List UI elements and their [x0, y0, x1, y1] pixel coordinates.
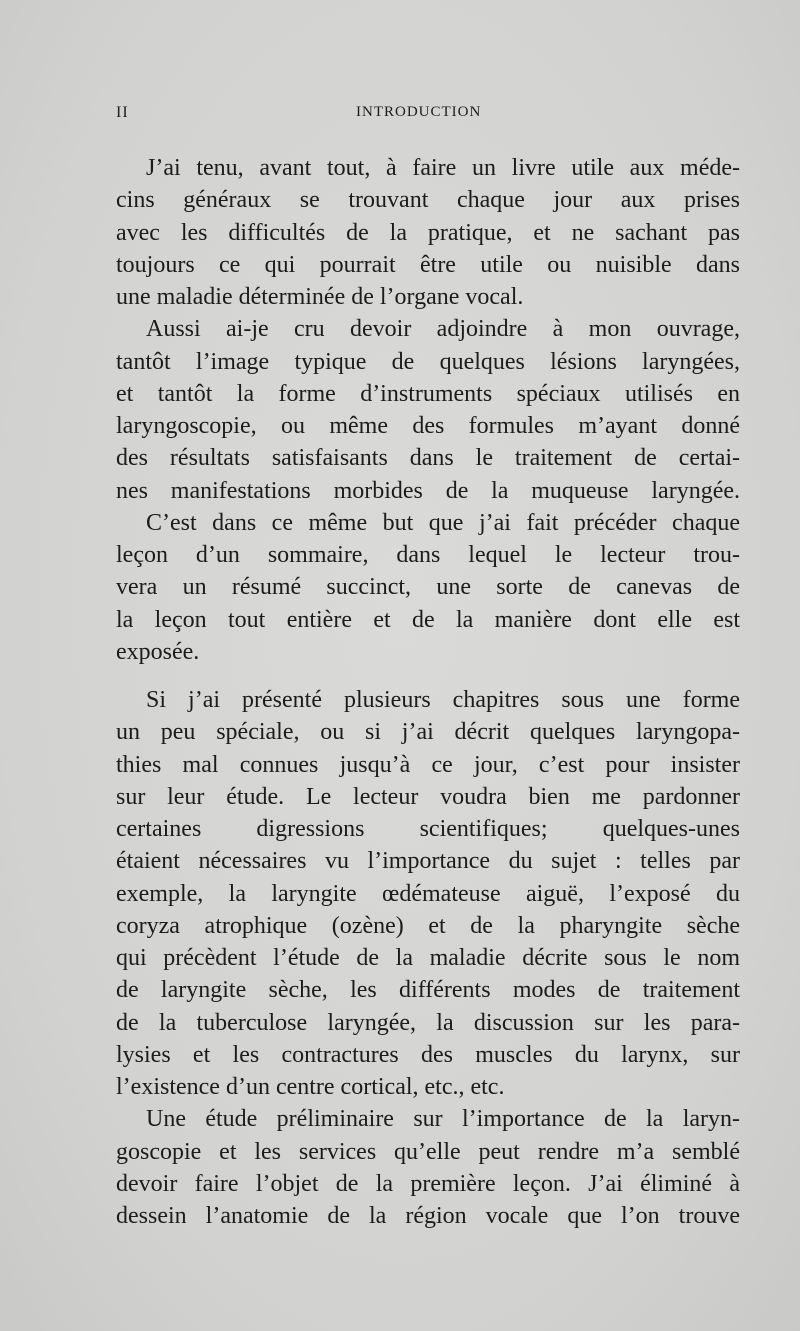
running-head: INTRODUCTION: [356, 104, 482, 120]
text-line: cins généraux se trouvant chaque jour aux prises: [116, 187, 740, 214]
text-line: l’existence d’un centre cortical, etc., etc.: [116, 1074, 505, 1100]
text-line: de la tuberculose laryngée, la discussion sur les para-: [116, 1009, 740, 1036]
text-line: sur leur étude. Le lecteur voudra bien me pardonner: [116, 783, 740, 810]
text-line: lysies et les contractures des muscles du larynx, sur: [116, 1041, 740, 1068]
text-line: coryza atrophique (ozène) et de la pharyngite sèche: [116, 912, 740, 939]
text-line: thies mal connues jusqu’à ce jour, c’est pour insister: [116, 751, 740, 778]
text-line: C’est dans ce même but que j’ai fait précéder chaque: [146, 509, 740, 536]
page-number: II: [116, 104, 129, 121]
paragraph-5: [116, 1103, 740, 1232]
text-line: vera un résumé succinct, une sorte de canevas de: [116, 574, 740, 601]
paragraph-3: [116, 507, 740, 668]
paragraph-1: [116, 152, 740, 313]
text-line: un peu spéciale, ou si j’ai décrit quelques laryngopa-: [116, 719, 740, 746]
text-line: Une étude préliminaire sur l’importance de la laryn-: [146, 1106, 740, 1133]
text-line: exposée.: [116, 638, 200, 665]
text-line: devoir faire l’objet de la première leçon. J’ai éliminé à: [116, 1170, 740, 1197]
text-line: qui précèdent l’étude de la maladie décrite sous le nom: [116, 945, 740, 971]
text-line: leçon d’un sommaire, dans lequel le lecteur trou-: [116, 542, 740, 568]
text-line: toujours ce qui pourrait être utile ou nuisible dans: [116, 251, 740, 278]
text-line: une maladie déterminée de l’organe vocal.: [116, 284, 524, 310]
text-line: Aussi ai-je cru devoir adjoindre à mon ouvrage,: [146, 316, 740, 343]
text-line: la leçon tout entière et de la manière dont elle est: [116, 606, 740, 633]
text-line: goscopie et les services qu’elle peut rendre m’a semblé: [116, 1138, 740, 1165]
text-line: avec les difficultés de la pratique, et ne sachant pas: [116, 219, 740, 246]
text-line: laryngoscopie, ou même des formules m’ayant donné: [116, 413, 740, 439]
text-line: J’ai tenu, avant tout, à faire un livre utile aux méde-: [146, 155, 740, 181]
text-line: nes manifestations morbides de la muqueuse laryngée.: [116, 477, 740, 504]
text-line: certaines digressions scientifiques; quelques-unes: [116, 816, 740, 842]
text-line: de laryngite sèche, les différents modes de traitement: [116, 977, 740, 1004]
text-line: dessein l’anatomie de la région vocale que l’on trouve: [116, 1203, 740, 1229]
text-line: tantôt l’image typique de quelques lésions laryngées,: [116, 348, 740, 375]
text-line: étaient nécessaires vu l’importance du sujet : telles par: [116, 848, 740, 875]
paragraph-gap: [116, 668, 740, 684]
paragraph-2: [116, 313, 740, 507]
text-line: des résultats satisfaisants dans le traitement de certai-: [116, 445, 740, 472]
text-line: Si j’ai présenté plusieurs chapitres sous une forme: [146, 687, 740, 713]
paragraph-4: [116, 684, 740, 1103]
text-line: exemple, la laryngite œdémateuse aiguë, l’exposé du: [116, 880, 740, 907]
body-text: [116, 152, 740, 1232]
page-header: [116, 100, 740, 130]
text-line: et tantôt la forme d’instruments spéciaux utilisés en: [116, 380, 740, 407]
